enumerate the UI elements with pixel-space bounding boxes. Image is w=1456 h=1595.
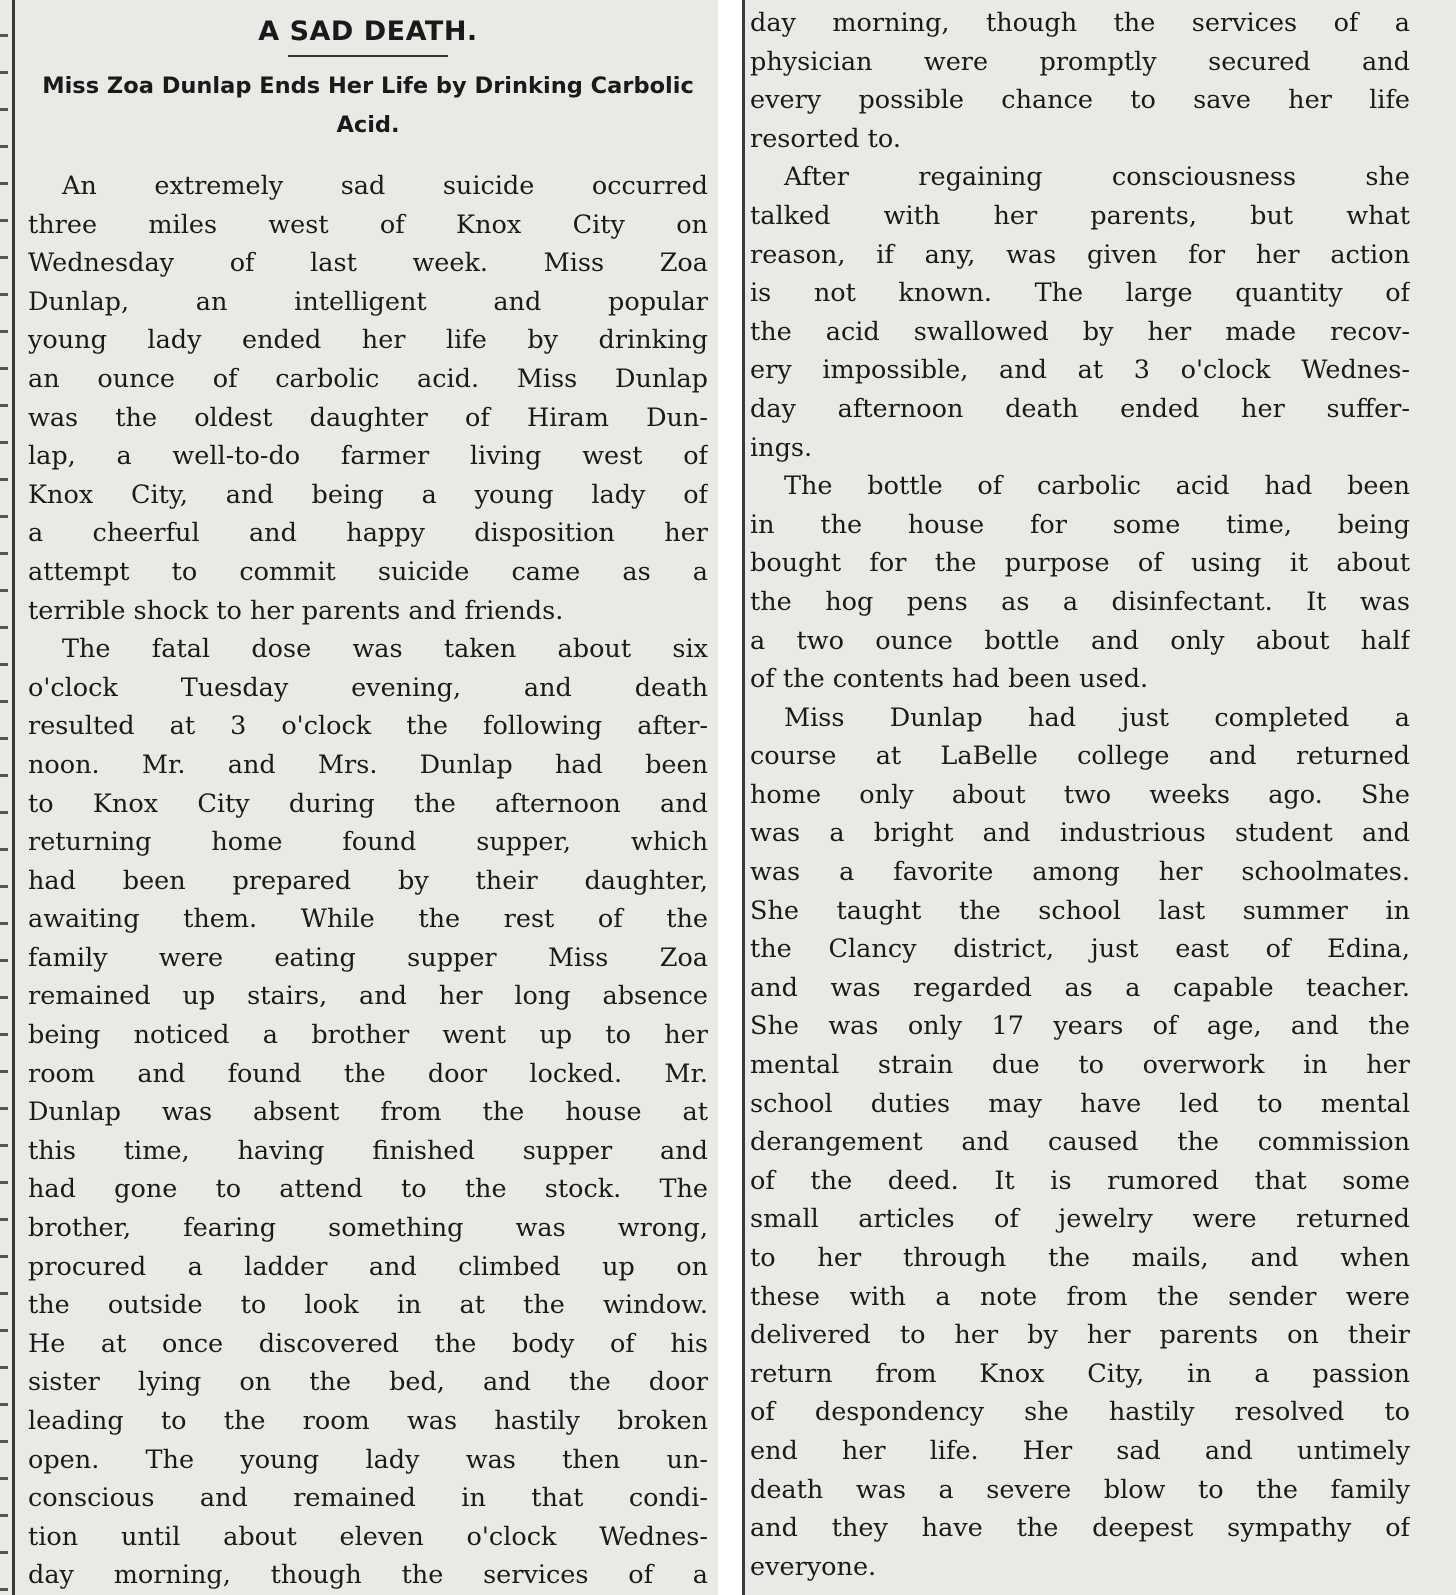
text-line: to Knox City during the afternoon and [28,788,708,819]
right-column [742,0,1456,1595]
text-line: attempt to commit suicide came as a [28,556,708,587]
text-line: death was a severe blow to the family [750,1474,1410,1505]
text-line: Knox City, and being a young lady of [28,479,708,510]
text-line: course at LaBelle college and returned [750,741,1410,772]
text-line: had been prepared by their daughter, [28,865,708,896]
text-line: every possible chance to save her life [750,85,1410,116]
text-line: in the house for some time, being [750,509,1410,540]
left-column [0,0,718,1595]
text-line: The fatal dose was taken about six [62,634,708,665]
text-line: Dunlap was absent from the house at [28,1097,708,1128]
text-line: three miles west of Knox City on [28,209,708,240]
text-line: the outside to look in at the window. [28,1290,708,1321]
text-line: had gone to attend to the stock. The [28,1174,708,1205]
text-line: resulted at 3 o'clock the following after- [28,711,708,742]
text-line: a cheerful and happy disposition her [28,518,708,549]
text-line: being noticed a brother went up to her [28,1020,708,1051]
left-column-text [28,167,708,1595]
text-line: sister lying on the bed, and the door [28,1367,708,1398]
text-line: reason, if any, was given for her action [750,239,1410,270]
text-line: mental strain due to overwork in her [750,1050,1410,1081]
text-line: family were eating supper Miss Zoa [28,942,708,973]
text-line: Dunlap, an intelligent and popular [28,286,708,317]
text-line: ings. [750,432,813,463]
text-line: talked with her parents, but what [750,200,1410,231]
text-line: a two ounce bottle and only about half [750,625,1410,656]
text-line: physician were promptly secured and [750,46,1410,77]
text-line: She taught the school last summer in [750,895,1410,926]
text-line: of the contents had been used. [750,664,1149,695]
article-headline: A SAD DEATH. [258,16,478,47]
text-line: is not known. The large quantity of [750,278,1410,309]
text-line: awaiting them. While the rest of the [28,904,708,935]
text-line: returning home found supper, which [28,827,708,858]
text-line: small articles of jewelry were returned [750,1204,1410,1235]
text-line: lap, a well-to-do farmer living west of [28,441,708,472]
text-line: was the oldest daughter of Hiram Dun- [28,402,708,433]
text-line: and was regarded as a capable teacher. [750,972,1410,1003]
text-line: He at once discovered the body of his [28,1328,708,1359]
text-line: An extremely sad suicide occurred [62,171,708,201]
text-line: conscious and remained in that condi- [28,1483,708,1514]
text-line: day morning, though the services of a [750,8,1410,38]
text-line: to her through the mails, and when [750,1243,1410,1273]
text-line: was a bright and industrious student and [750,818,1410,849]
text-line: young lady ended her life by drinking [28,325,708,356]
text-line: derangement and caused the commission [750,1127,1410,1158]
text-line: home only about two weeks ago. She [750,779,1410,810]
text-line: After regaining consciousness she [784,162,1410,193]
text-line: terrible shock to her parents and friends. [28,595,564,626]
text-line: Wednesday of last week. Miss Zoa [28,248,708,279]
text-line: ery impossible, and at 3 o'clock Wednes- [750,355,1410,386]
text-line: remained up stairs, and her long absence [28,981,708,1012]
text-line: o'clock Tuesday evening, and death [28,672,708,703]
text-line: the acid swallowed by her made recov- [750,316,1410,347]
text-line: resorted to. [750,123,901,154]
text-line: The bottle of carbolic acid had been [784,471,1410,502]
text-line: leading to the room was hastily broken [28,1406,708,1436]
headline-rule [288,55,448,57]
text-line: of the deed. It is rumored that some [750,1165,1410,1196]
text-line: tion until about eleven o'clock Wednes- [28,1521,708,1552]
column-rule [12,0,15,1595]
text-line: this time, having finished supper and [28,1135,708,1166]
text-line: open. The young lady was then un- [28,1444,708,1475]
text-line: bought for the purpose of using it about [750,548,1410,579]
text-line: of despondency she hastily resolved to [750,1397,1410,1428]
text-line: the hog pens as a disinfectant. It was [750,586,1410,617]
text-line: Miss Dunlap had just completed a [784,702,1410,733]
text-line: was a favorite among her schoolmates. [750,857,1410,888]
text-line: everyone. [750,1551,877,1582]
text-line: school duties may have led to mental [750,1088,1410,1119]
right-column-text [750,4,1410,1586]
text-line: day afternoon death ended her suffer- [750,393,1410,424]
text-line: end her life. Her sad and untimely [750,1435,1410,1466]
text-line: the Clancy district, just east of Edina, [750,934,1410,965]
column-rule [742,0,745,1595]
adjacent-column-edge [0,0,8,1595]
text-line: return from Knox City, in a passion [750,1358,1410,1389]
text-line: room and found the door locked. Mr. [28,1058,708,1089]
text-line: and they have the deepest sympathy of [750,1513,1410,1544]
text-line: noon. Mr. and Mrs. Dunlap had been [28,749,708,780]
text-line: these with a note from the sender were [750,1281,1410,1312]
text-line: day morning, though the services of a [28,1560,708,1591]
text-line: an ounce of carbolic acid. Miss Dunlap [28,363,708,394]
text-line: procured a ladder and climbed up on [28,1251,708,1282]
text-line: She was only 17 years of age, and the [750,1011,1410,1042]
article-subheadline: Miss Zoa Dunlap Ends Her Life by Drinking Carbolic Acid. [42,73,694,138]
text-line: delivered to her by her parents on their [750,1320,1410,1351]
text-line: brother, fearing something was wrong, [28,1213,708,1244]
